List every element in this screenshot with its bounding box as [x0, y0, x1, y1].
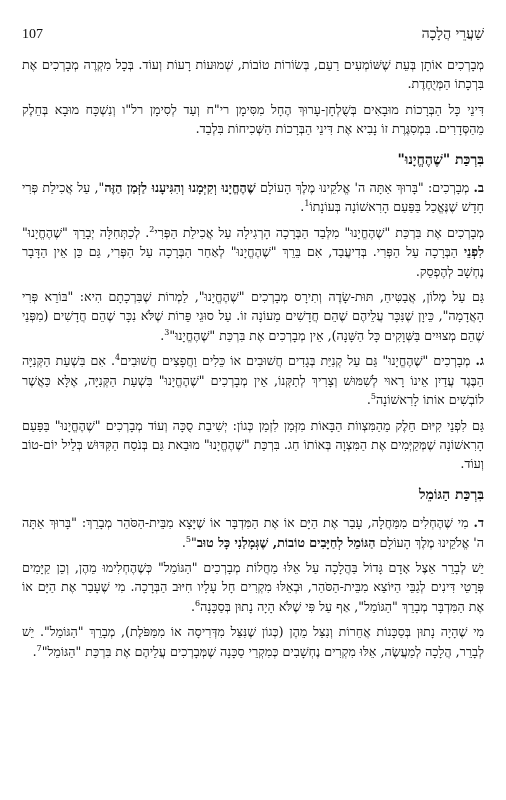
paragraph-letter: ב. — [473, 180, 484, 196]
footnote-ref: 5 — [370, 391, 376, 401]
intro-paragraph-2: דִּינֵי כָּל הַבְּרָכוֹת מוּבָאִים בְּשֻׁלְחָן-עָרוּךְ הֶחָל מִסִּימָן רי"ח וְעַד לְסִימָן רל"ו וְנִשְׁכָּח מוּבָא בְּחֵלֶק מֵהַסְּדָרִים. בִּמְסִגֶּרֶת זוֹ נָבִיא אֶת דִּינֵי הַבְּרָכוֹת הַשְּׁכִיחוֹת בִּלְבַד. — [22, 101, 484, 137]
page-body — [22, 55, 484, 661]
footnote-ref: 6 — [195, 598, 201, 608]
section-heading-hagomel: בִּרְכַּת הַגּוֹמֵל — [419, 486, 484, 503]
blessing-bold-text: הַגּוֹמֵל לְחַיָּבִים טוֹבוֹת, שֶׁגְּמָלַנִי כָּל טוּב — [196, 534, 376, 550]
paragraph-text: הַבְּרָכָה עַל הַפְּרִי. בְּדִיעֲבַד, אִם בֵּרֵךְ "שֶׁהֶחֱיָנוּ" לְאַחַר הַבְּרָכָה עַל הַפְּרִי, גַּם כֵּן אֵין הַדָּבָר נֶחְשָׁב לְהֶפְסֵק. — [22, 244, 484, 279]
paragraph-text: . אִם בִּשְׁעַת הַקְּנִיָּה הַבֶּגֶד עֲדַיִן אֵינוֹ רָאוּי לְשִׁמּוּשׁ וְצָרִיךְ לְתַקְּנוֹ, אֵין מְבָרְכִים "שֶׁהֶחֱיָנוּ" בִּשְׁעַת הַקְּנִיָּה, אֶלָּא כַּאֲשֶׁר לוֹבְשִׁים אוֹתוֹ לָרִאשׁוֹנָה — [22, 353, 484, 408]
footnote-ref: 2 — [149, 224, 155, 234]
paragraph-text: " — [191, 534, 197, 550]
paragraph-text: מְבָרְכִים: "בָּרוּךְ אַתָּה ה' אֱלֹקֵינוּ מֶלֶךְ הָעוֹלָם — [259, 180, 470, 196]
footnote-ref: 5 — [185, 534, 192, 544]
footnote-ref: 7 — [36, 643, 42, 653]
footnote-ref: 1 — [304, 199, 310, 209]
paragraph-text: מְבָרְכִים "שֶׁהֶחֱיָנוּ" גַּם עַל קְנִיַּת בְּגָדִים חֲשׁוּבִים אוֹ כֵּלִים וַחֲפָצִים חֲשׁוּבִים — [120, 353, 471, 369]
intro-paragraph-1: מְבָרְכִים אוֹתָן בְּעֵת שֶׁשּׁוֹמְעִים רַעַם, בְּשׂוֹרוֹת טוֹבוֹת, שְׁמוּעוֹת רָעוֹת וְעוֹד. בְּכָל מִקְרֶה מְבָרְכִים אֶת בִּרְכָתוֹ הַמְּיֻחֶדֶת. — [22, 57, 484, 92]
page-header — [22, 26, 484, 43]
paragraph-letter: ג. — [475, 353, 484, 369]
page-number: 107 — [22, 27, 43, 42]
paragraph-text: גַּם עַל מֶלוֹן, אֲבַטִּיחַ, תּוּת-שָׂדֶה וְתִירָס מְבָרְכִים "שֶׁהֶחֱיָנוּ", לַמְרוֹת שֶׁבִּרְכָתָם הִיא: "בּוֹרֵא פְּרִי הָאֲדָמָה", כֵּיוָן שֶׁנִּכָּר עֲלֵיהֶם שֶׁהֵם חֲדָשִׁים מֵעוֹנָה זוֹ. עַל סוּגֵי פֵּרוֹת שֶׁלֹּא נִכָּר שֶׁהֵם חֲדָשִׁים (מִפְּנֵי שֶׁהֵם מְצוּיִים בַּשְּׁוָקִים כָּל הַשָּׁנָה), אֵין מְבָרְכִים אֶת בִּרְכַּת "שֶׁהֶחֱיָנוּ" — [22, 289, 484, 343]
footnote-ref: 4 — [114, 353, 121, 363]
running-title: שַׁעֲרֵי הֲלָכָה — [421, 26, 484, 42]
paragraph-text: ", עַל אֲכִילַת פְּרִי חָדָשׁ שֶׁנֶּאֱכַל בַּפַּעַם הָרִאשׁוֹנָה בְּעוֹנָתוֹ — [22, 180, 484, 215]
paragraph-text: מְבָרְכִים אֶת בִּרְכַּת "שֶׁהֶחֱיָנוּ" מִלְּבַד הַבְּרָכָה הָרְגִילָה עַל אֲכִילַת הַפְּרִי — [154, 224, 485, 240]
paragraph-g: ג. מְבָרְכִים "שֶׁהֶחֱיָנוּ" גַּם עַל קְנִיַּת בְּגָדִים חֲשׁוּבִים אוֹ כֵּלִים וַחֲפָצִים חֲשׁוּבִים$^4$. אִם בִּשְׁעַת הַקְּנִיָּה הַבֶּגֶד עֲדַיִן אֵינוֹ רָאוּי לְשִׁמּוּשׁ וְצָרִיךְ לְתַקְּנוֹ, אֵין מְבָרְכִים "שֶׁהֶחֱיָנוּ" בִּשְׁעַת הַקְּנִיָּה, אֶלָּא כַּאֲשֶׁר לוֹבְשִׁים אוֹתוֹ לָרִאשׁוֹנָה$^5$. — [22, 353, 484, 408]
paragraph-text: . לְכַתְּחִלָּה יְבָרֵךְ "שֶׁהֶחֱיָנוּ" — [22, 224, 150, 240]
paragraph-text-block — [22, 223, 484, 281]
footnote-ref: 3 — [164, 327, 170, 337]
paragraph-text-block: יֵשׁ לְבָרֵר אֵצֶל אָדָם גָּדוֹל בַּהֲלָכָה עַל אֵלּוּ מַחֲלוֹת מְבָרְכִים "הַגּוֹמֵל" כְּשֶׁהֶחְלִימוּ מֵהֶן, וְכֵן קַיָּמִים פְּרָטֵי דִּינִים לְגַבֵּי הַיּוֹצֵא מִבֵּית-הַסֹּהַר, וּבְאֵלּוּ מִקְרִים חָל עָלָיו חִיּוּב הַבְּרָכָה. מִי שֶׁעָבַר אֶת הַיָּם אוֹ אֶת הַמִּדְבָּר מְבָרֵךְ "הַגּוֹמֵל", אַף עַל פִּי שֶׁלֹּא הָיָה נָתוּן בְּסַכָּנָה$^6$. — [22, 559, 484, 614]
paragraph-text: מִי שֶׁהָיָה נָתוּן בְּסַכָּנוֹת אֲחֵרוֹת וְנִצַּל מֵהֶן (כְּגוֹן שֶׁנִּצַּל מִדְּרִיסָה אוֹ מִמַּפֹּלֶת), מְבָרֵךְ "הַגּוֹמֵל". יֵשׁ לְבָרֵר, הֲלָכָה לְמַעֲשֶׂה, אֵלּוּ מִקְרִים נֶחְשָׁבִים כְּמִקְרֵי סַכָּנָה שֶׁמְּבָרְכִים עֲלֵיהֶם אֶת בִּרְכַּת "הַגּוֹמֵל" — [22, 624, 484, 659]
paragraph-text: יֵשׁ לְבָרֵר אֵצֶל אָדָם גָּדוֹל בַּהֲלָכָה עַל אֵלּוּ מַחֲלוֹת מְבָרְכִים "הַגּוֹמֵל" כְּשֶׁהֶחְלִימוּ מֵהֶן, וְכֵן קַיָּמִים פְּרָטֵי דִּינִים לְגַבֵּי הַיּוֹצֵא מִבֵּית-הַסֹּהַר, וּבְאֵלּוּ מִקְרִים חָל עָלָיו חִיּוּב הַבְּרָכָה. מִי שֶׁעָבַר אֶת הַיָּם אוֹ אֶת הַמִּדְבָּר מְבָרֵךְ "הַגּוֹמֵל", אַף עַל פִּי שֶׁלֹּא הָיָה נָתוּן בְּסַכָּנָה — [22, 559, 484, 614]
paragraph-text-block: גַּם עַל מֶלוֹן, אֲבַטִּיחַ, תּוּת-שָׂדֶה וְתִירָס מְבָרְכִים "שֶׁהֶחֱיָנוּ", לַמְרוֹת שֶׁבִּרְכָתָם הִיא: "בּוֹרֵא פְּרִי הָאֲדָמָה", כֵּיוָן שֶׁנִּכָּר עֲלֵיהֶם שֶׁהֵם חֲדָשִׁים מֵעוֹנָה זוֹ. עַל סוּגֵי פֵּרוֹת שֶׁלֹּא נִכָּר שֶׁהֵם חֲדָשִׁים (מִפְּנֵי שֶׁהֵם מְצוּיִים בַּשְּׁוָקִים כָּל הַשָּׁנָה), אֵין מְבָרְכִים אֶת בִּרְכַּת "שֶׁהֶחֱיָנוּ"$^3$. — [22, 289, 484, 343]
blessing-bold-text: שֶׁהֶחֱיָנוּ וְקִיְּמָנוּ וְהִגִּיעָנוּ לַזְּמַן הַזֶּה — [104, 180, 256, 196]
emphasis-text: לִפְנֵי — [463, 244, 484, 260]
paragraph-b: ב. מְבָרְכִים: "בָּרוּךְ אַתָּה ה' אֱלֹקֵינוּ מֶלֶךְ הָעוֹלָם שֶׁהֶחֱיָנוּ וְקִיְּמָנוּ וְהִגִּיעָנוּ לַזְּמַן הַזֶּה", עַל אֲכִילַת פְּרִי חָדָשׁ שֶׁנֶּאֱכַל בַּפַּעַם הָרִאשׁוֹנָה בְּעוֹנָתוֹ$^1$. — [22, 180, 484, 215]
paragraph-letter: ד. — [473, 515, 484, 531]
section-heading-shehecheyanu: בִּרְכַּת "שֶׁהֶחֱיָנוּ" — [397, 151, 484, 168]
paragraph-text-block: גַּם לִפְנֵי קִיּוּם חֵלֶק מֵהַמִּצְווֹת הַבָּאוֹת מִזְּמַן לִזְמַן כְּגוֹן: יְשִׁיבַת סֻכָּה וְעוֹד מְבָרְכִים "שֶׁהֶחֱיָנוּ" בַּפַּעַם הָרִאשׁוֹנָה שֶׁמְּקַיְּמִים אֶת הַמִּצְוָה בְּאוֹתוֹ חַג. בִּרְכַּת "שֶׁהֶחֱיָנוּ" מוּבַאת גַּם בְּנֹסַח הַקִּדּוּשׁ בְּלֵיל יוֹם-טוֹב וְעוֹד. — [22, 417, 484, 472]
paragraph-text-block: מִי שֶׁהָיָה נָתוּן בְּסַכָּנוֹת אֲחֵרוֹת וְנִצַּל מֵהֶן (כְּגוֹן שֶׁנִּצַּל מִדְּרִיסָה אוֹ מִמַּפֹּלֶת), מְבָרֵךְ "הַגּוֹמֵל". יֵשׁ לְבָרֵר, הֲלָכָה לְמַעֲשֶׂה, אֵלּוּ מִקְרִים נֶחְשָׁבִים כְּמִקְרֵי סַכָּנָה שֶׁמְּבָרְכִים עֲלֵיהֶם אֶת בִּרְכַּת "הַגּוֹמֵל"$^7$. — [22, 624, 484, 659]
paragraph-text: מִי שֶׁהֶחְלִים מִמַּחֲלָה, עָבַר אֶת הַיָּם אוֹ אֶת הַמִּדְבָּר אוֹ שֶׁיָּצָא מִבֵּית-הַסֹּהַר מְבָרֵךְ: "בָּרוּךְ אַתָּה ה' אֱלֹקֵינוּ מֶלֶךְ הָעוֹלָם — [22, 515, 484, 550]
paragraph-d: ד. מִי שֶׁהֶחְלִים מִמַּחֲלָה, עָבַר אֶת הַיָּם אוֹ אֶת הַמִּדְבָּר אוֹ שֶׁיָּצָא מִבֵּית-הַסֹּהַר מְבָרֵךְ: "בָּרוּךְ אַתָּה ה' אֱלֹקֵינוּ מֶלֶךְ הָעוֹלָם הַגּוֹמֵל לְחַיָּבִים טוֹבוֹת, שֶׁגְּמָלַנִי כָּל טוּב"$^5$. — [22, 515, 484, 550]
